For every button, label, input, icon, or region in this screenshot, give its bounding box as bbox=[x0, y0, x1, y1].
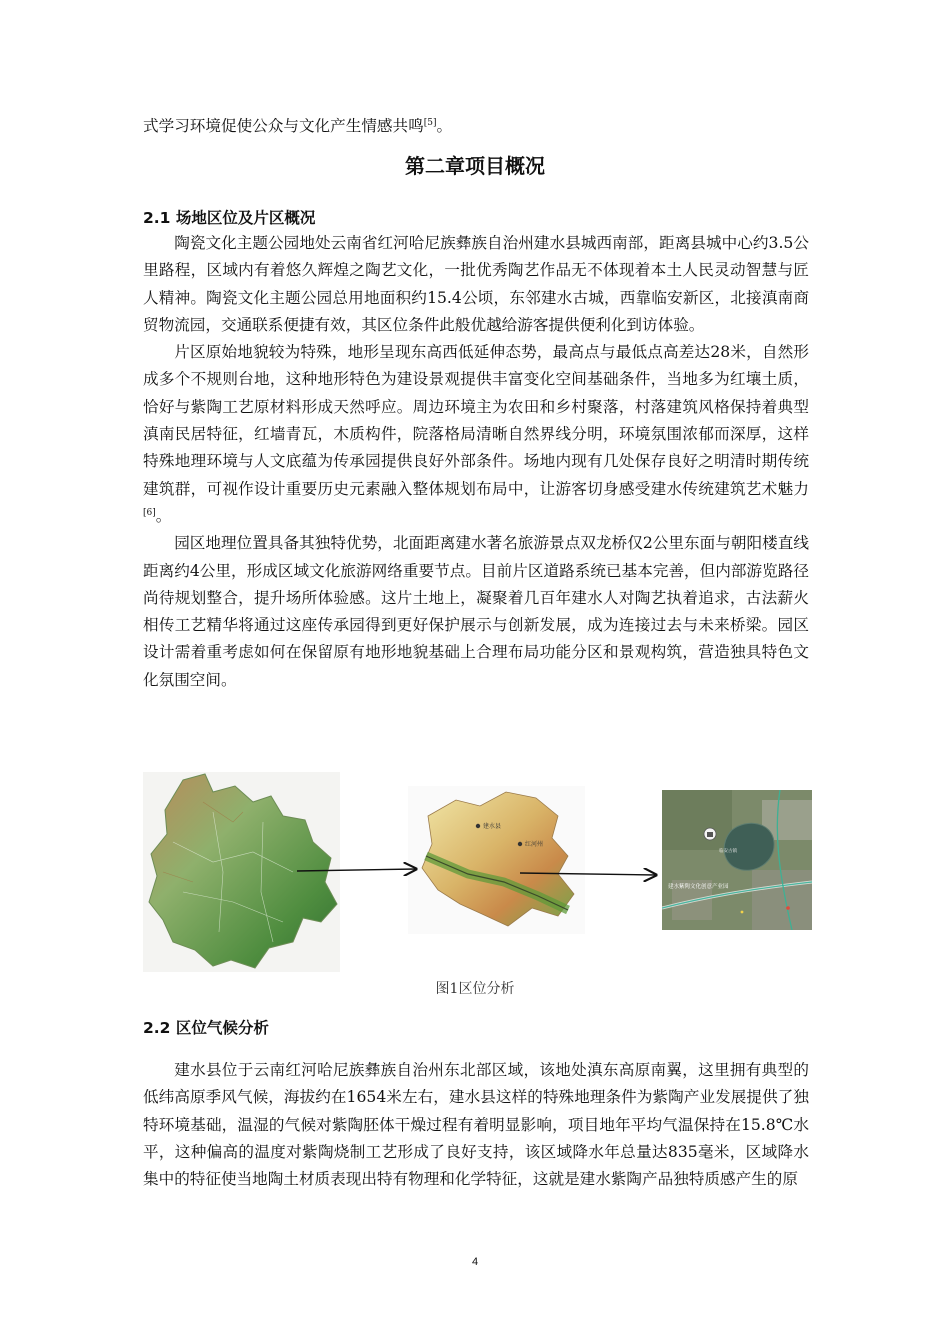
paragraph-terrain bbox=[143, 339, 809, 530]
intro-tail-line bbox=[143, 113, 809, 140]
map3-poi-label: 临安古镇 bbox=[719, 849, 737, 854]
site-satellite-map bbox=[662, 790, 812, 930]
intro-tail-text: 式学习环境促使公众与文化产生情感共鸣 bbox=[143, 117, 424, 135]
map2-label-honghe: 红河州 bbox=[525, 841, 544, 848]
section-heading-2-2: 2.2 区位气候分析 bbox=[143, 1019, 269, 1037]
paragraph-terrain-text: 片区原始地貌较为特殊，地形呈现东高西低延伸态势，最高点与最低点高差达28米，自然形成多个不规则台地，这种地形特色为建设景观提供丰富变化空间基础条件，当地多为红壤土质，恰好与紫陶工艺原材料形成天然呼应。周边环境主为农田和乡村聚落，村落建筑风格保持着典型滇南民居特征，红墙青瓦，木质构件，院落格局清晰自然界线分明，环境氛围浓郁而深厚，这样特殊地理环境与人文底蕴为传承园提供良好外部条件。场地内现有几处保存良好之明清时期传统建筑群，可视作设计重要历史元素融入整体规划布局中，让游客切身感受建水传统建筑艺术魅力 bbox=[143, 343, 809, 498]
figure-1-caption: 图1区位分析 bbox=[435, 981, 515, 997]
honghe-prefecture-map bbox=[408, 786, 585, 934]
map2-label-jianshui: 建水县 bbox=[483, 823, 502, 830]
yunnan-province-map bbox=[143, 772, 340, 972]
section-2-1-body bbox=[143, 230, 809, 694]
chapter-title: 第二章项目概况 bbox=[405, 154, 545, 178]
intro-tail-end: 。 bbox=[436, 117, 453, 135]
section-2-2-body bbox=[143, 1057, 809, 1193]
paragraph-advantage: 园区地理位置具备其独特优势，北面距离建水著名旅游景点双龙桥仅2公里东面与朝阳楼直线距离约4公里，形成区域文化旅游网络重要节点。目前片区道路系统已基本完善，但内部游览路径尚待规划整合，提升场所体验感。这片土地上，凝聚着几百年建水人对陶艺执着追求，古法薪火相传工艺精华将通过这座传承园得到更好保护展示与创新发展，成为连接过去与未来桥梁。园区设计需着重考虑如何在保留原有地形地貌基础上合理布局功能分区和景观构筑，营造独具特色文化氛围空间。 bbox=[143, 534, 809, 689]
paragraph-climate: 建水县位于云南红河哈尼族彝族自治州东北部区域，该地处滇东高原南翼，这里拥有典型的低纬高原季风气候，海拔约在1654米左右，建水县这样的特殊地理条件为紫陶产业发展提供了独特环境基础，温湿的气候对紫陶胚体干燥过程有着明显影响，项目地年平均气温保持在15.8℃水平，这种偏高的温度对紫陶烧制工艺形成了良好支持，该区域降水年总量达835毫米，区域降水集中的特征使当地陶土材质表现出特有物理和化学特征，这就是建水紫陶产品独特质感产生的原 bbox=[143, 1061, 809, 1189]
paragraph-location: 陶瓷文化主题公园地处云南省红河哈尼族彝族自治州建水县城西南部，距离县城中心约3.5公里路程，区域内有着悠久辉煌之陶艺文化，一批优秀陶艺作品无不体现着本土人民灵动智慧与匠人精神。陶瓷文化主题公园总用地面积约15.4公顷，东邻建水古城，西靠临安新区，北接滇南商贸物流园，交通联系便捷有效，其区位条件此般优越给游客提供便利化到访体验。 bbox=[143, 234, 809, 334]
map3-site-label: 建水紫陶文化创意产业园 bbox=[668, 884, 729, 890]
citation-5: [5] bbox=[423, 117, 437, 128]
paragraph-terrain-end: 。 bbox=[155, 506, 172, 525]
section-heading-2-1: 2.1 场地区位及片区概况 bbox=[143, 209, 316, 227]
citation-6: [6] bbox=[143, 507, 156, 518]
figure-location-analysis bbox=[140, 768, 815, 978]
page-number: 4 bbox=[471, 1256, 479, 1268]
